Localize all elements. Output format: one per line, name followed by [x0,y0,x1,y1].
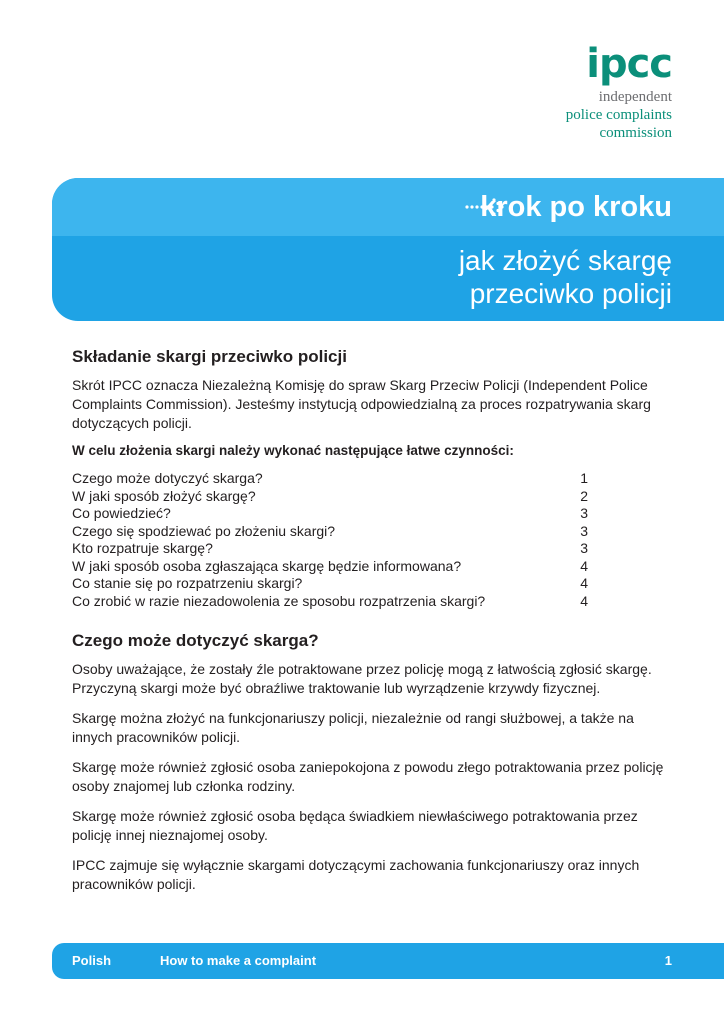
toc-label: W jaki sposób złożyć skargę? [72,487,256,504]
logo-line-commission: commission [599,125,672,141]
document-body [72,346,672,894]
toc-label: Co zrobić w razie niezadowolenia ze sposobu rozpatrzenia skargi? [72,592,486,609]
header-title: krok po kroku [480,191,672,223]
toc-page: 4 [580,557,588,574]
steps-lead: W celu złożenia skargi należy wykonać następujące łatwe czynności: [72,443,514,458]
toc-row[interactable] [72,488,588,506]
header-subtitle-line-2: przeciwko policji [469,278,672,309]
header-subtitle-line-1: jak złożyć skargę [458,245,672,276]
section-paragraph: Skargę może również zgłosić osoba zaniepokojona z powodu złego potraktowania przez policję osoby znajomej lub członka rodziny. [72,759,664,794]
toc-page: 3 [580,505,588,521]
toc-page: 4 [580,592,588,609]
page-footer [52,943,724,979]
logo-mark: ipcc [586,41,672,87]
toc-page: 1 [580,470,588,486]
header-subtitle [459,244,672,310]
intro-heading: Składanie skargi przeciwko policji [72,347,347,366]
logo-line-independent: independent [598,89,672,105]
toc-row[interactable] [72,523,588,541]
section-paragraph: Osoby uważające, że zostały źle potraktowane przez policję mogą z łatwością zgłosić skargę. Przyczyną skargi może być obraźliwe traktowanie lub wyrządzenie krzywdy fizycznej. [72,661,652,696]
footer-page-number: 1 [664,953,672,968]
ipcc-logo [565,41,672,142]
toc-page: 4 [580,575,588,591]
section-paragraph: IPCC zajmuje się wyłącznie skargami dotyczącymi zachowania funkcjonariuszy oraz innych pracowników policji. [72,857,640,892]
toc-label: W jaki sposób osoba zgłaszająca skargę będzie informowana? [72,557,462,574]
logo-line-police-complaints: police complaints [565,107,672,123]
toc-page: 3 [580,522,588,539]
header-band [52,178,724,321]
section-paragraph: Skargę może również zgłosić osoba będąca świadkiem niewłaściwego potraktowania przez policję innej nieznajomej osoby. [72,808,638,843]
toc-label: Kto rozpatruje skargę? [72,540,213,556]
section-heading: Czego może dotyczyć skarga? [72,631,319,650]
toc-row[interactable] [72,470,588,488]
table-of-contents [72,470,588,610]
toc-row[interactable] [72,575,588,593]
toc-page: 2 [580,487,588,504]
toc-label: Co stanie się po rozpatrzeniu skargi? [72,575,303,591]
toc-label: Co powiedzieć? [72,505,171,521]
intro-paragraph: Skrót IPCC oznacza Niezależną Komisję do spraw Skarg Przeciw Policji (Independent Police Complaints Commission). Jesteśmy instytucją odpowiedzialną za proces rozpatrywania skarg dotyczących policji. [72,377,651,431]
section-paragraph: Skargę można złożyć na funkcjonariuszy policji, niezależnie od rangi służbowej, a także na innych pracowników policji. [72,710,634,745]
footer-title: How to make a complaint [160,953,317,968]
toc-label: Czego może dotyczyć skarga? [72,470,263,486]
toc-row[interactable] [72,505,588,523]
toc-page: 3 [580,540,588,556]
toc-row[interactable] [72,540,588,558]
toc-label: Czego się spodziewać po złożeniu skargi? [72,522,336,539]
toc-row[interactable] [72,593,588,611]
toc-row[interactable] [72,558,588,576]
header-title-bar [52,178,724,236]
footer-language: Polish [72,953,112,968]
